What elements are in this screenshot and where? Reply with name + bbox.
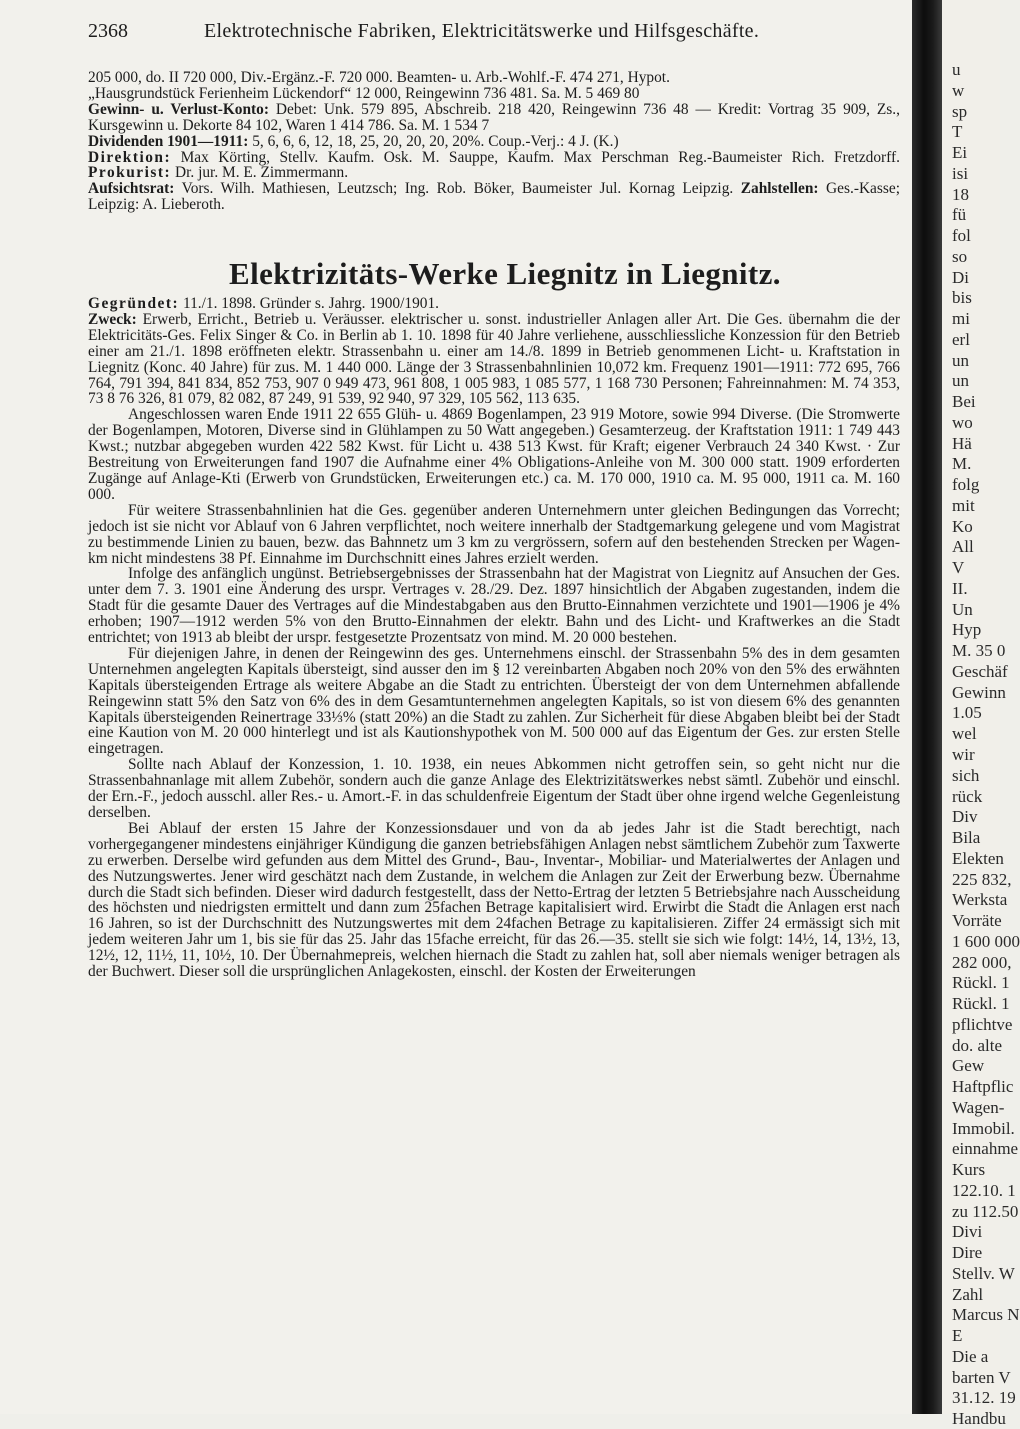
profit-loss-label: Gewinn- u. Verlust-Konto:	[88, 100, 269, 118]
facing-page-fragment: un	[952, 371, 969, 391]
facing-page-fragment: Werksta	[952, 890, 1008, 910]
facing-page-fragment: Zahl	[952, 1284, 984, 1304]
facing-page-fragment: wo	[952, 412, 973, 432]
founded	[88, 296, 900, 312]
purpose	[88, 312, 900, 407]
facing-page-fragment: 122.10. 1	[952, 1180, 1016, 1200]
facing-page-fragment: M. 35 0	[952, 641, 1006, 661]
facing-page-fragment: un	[952, 350, 969, 370]
paragraph-profit-share: Für diejenigen Jahre, in denen der Reingewinn des ges. Unternehmens einschl. der Strassenbahn 5% des in dem gesamten Unternehmen angelegten Kapitals übersteigt, sind ausser den im § 12 vereinbarten Abgaben noch 20% von den 5% des erwähnten Kapitals übersteigenden Ertrage als weitere Abgabe an die Stadt zu entrichten. Übersteigt der von dem Unternehmen abfallende Reingewinn statt 5% den Satz von 6% des in dem Gesamtunternehmen angelegten Kapitals, so ist von diesem 6% des genannten Kapitals übersteigenden Reinertrage 33⅓% (statt 20%) an die Stadt zu zahlen. Zur Sicherheit für diese Abgaben bleibt bei der Stadt eine Kaution von M. 20 000 hinterlegt und ist als Kautionshypothek von M. 500 000 auf das Eigentum der Ges. zur ersten Stelle eingetragen.	[88, 644, 900, 758]
paying-agents-label: Zahlstellen:	[740, 180, 819, 198]
facing-page-fragment: II.	[952, 578, 968, 598]
procurist-label: Prokurist:	[88, 164, 172, 182]
facing-page-fragment: Gew	[952, 1056, 985, 1076]
entry-title: Elektrizitäts-Werke Liegnitz in Liegnitz.	[229, 256, 781, 291]
facing-page-fragment: Vorräte	[952, 911, 1002, 931]
paying-agents-text: Ges.-Kasse; Leipzig: A. Lieberoth.	[88, 180, 900, 214]
facing-page-fragment: Haftpflic	[952, 1077, 1014, 1097]
facing-page-fragment: 1 600 000	[952, 931, 1020, 951]
facing-page-fragment: mit	[952, 495, 975, 515]
paragraph-concession-end: Sollte nach Ablauf der Konzession, 1. 10. 1938, ein neues Abkommen nicht getroffen sein, so geht nicht nur die Strassenbahnanlage mit allem Zubehör, sondern auch die ganze Anlage des Elektrizitätswerkes nebst sämtl. Zubehör und einschl. der Ern.-F., jedoch ausschl. aller Res.- u. Amort.-F. in das schuldenfreie Eigentum der Stadt über ohne irgend welche Gegenleistung derselben.	[88, 756, 900, 821]
previous-entry-tail	[88, 70, 900, 213]
facing-page-fragment: Rückl. 1	[952, 973, 1010, 993]
facing-page-fragment: wel	[952, 724, 977, 744]
facing-page-fragment: Kurs	[952, 1160, 986, 1180]
founded-label: Gegründet:	[88, 295, 180, 312]
facing-page-fragment: pflichtve	[952, 1014, 1013, 1034]
procurist-text: Dr. jur. M. E. Zimmermann.	[174, 164, 349, 182]
facing-page-fragment: Hyp	[952, 620, 982, 640]
facing-page-fragment: 18	[952, 184, 969, 204]
entry-body	[88, 296, 900, 980]
page-number: 2368	[88, 20, 128, 42]
profit-loss-account	[88, 102, 900, 134]
facing-page-fragment: barten V	[952, 1367, 1011, 1387]
facing-page-fragment: Stellv. W	[952, 1263, 1015, 1283]
facing-page-fragment: Div	[952, 807, 978, 827]
facing-page-fragment: 1.05	[952, 703, 982, 723]
paragraph-tram-lines: Für weitere Strassenbahnlinien hat die Ges. gegenüber anderen Unternehmern unter gleichen Bedingungen das Vorrecht; jedoch ist sie nicht vor Ablauf von 6 Jahren verpflichtet, noch weitere innerhalb der Stadtgemarkung gelegene und vom Magistrat zu bestimmende Linien zu bauen, bezw. das Bahnnetz um 3 km zu vergrössern, sofern auf den bestehenden Strecken per Wagen-km nicht mindestens 38 Pf. Einnahme im Durchschnitt eines Jahres erzielt werden.	[88, 501, 900, 567]
facing-page-fragment: fü	[952, 205, 967, 225]
supervisory-board-label: Aufsichtsrat:	[88, 180, 175, 198]
paragraph-levies: Infolge des anfänglich ungünst. Betriebsergebnisses der Strassenbahn hat der Magistrat von Liegnitz auf Ansuchen der Ges. unter dem 7. 3. 1901 eine Änderung des urspr. Vertrages v. 28./29. Dez. 1897 hinsichtlich der Abgaben zugestanden, indem die Stadt für die gesamte Dauer des Vertrages auf die Mindestabgaben aus den Brutto-Einnahmen verzichtete und 1901—1906 je 4% erhoben; 1907—1912 werden 5% von den Brutto-Einnahmen der elektr. Bahn und des Licht- und Kraftwerkes an die Stadt entrichtet; von 1913 ab bleibt der urspr. festgesetzte Prozentsatz von mind. M. 20 000 bestehen.	[88, 565, 900, 647]
facing-page-fragment: so	[952, 246, 968, 266]
balance-line-2: „Hausgrundstück Ferienheim Lückendorf“ 12 000, Reingewinn 736 481. Sa. M. 5 469 80	[88, 84, 640, 102]
facing-page-fragment: Divi	[952, 1222, 983, 1242]
facing-page-fragment: Wagen-	[952, 1097, 1005, 1117]
running-title: Elektrotechnische Fabriken, Elektricitätswerke und Hilfsgeschäfte.	[204, 20, 760, 42]
profit-loss-text: Debet: Unk. 579 895, Abschreib. 218 420, Reingewinn 736 48 — Kredit: Vortrag 35 909, Zs., Kursgewinn u. Dekorte 84 102, Waren 1 414 786. Sa. M. 1 534 7	[88, 100, 900, 134]
book-gutter	[912, 0, 942, 1414]
facing-page-fragment: do. alte	[952, 1035, 1003, 1055]
facing-page-fragment: wir	[952, 745, 975, 764]
facing-page-fragment: fol	[952, 226, 971, 246]
supervisory-board-text: Vors. Wilh. Mathiesen, Leutzsch; Ing. Rob. Böker, Baumeister Jul. Kornag Leipzig.	[181, 180, 734, 198]
facing-page-fragment: Geschäf	[952, 661, 1008, 681]
facing-page-fragment: u	[952, 60, 961, 79]
paragraph-acquisition: Bei Ablauf der ersten 15 Jahre der Konzessionsdauer und von da ab jedes Jahr ist die Stadt berechtigt, nach vorhergegangener mindestens einjähriger Kündigung die ganzen betriebsfähigen Anlagen nebst sämtlichem Zubehör zum Taxwerte zu erwerben. Derselbe wird gefunden aus dem Mittel des Grund-, Bau-, Inventar-, Mobiliar- und Materialwertes der Anlagen und des Nutzungswertes. Jener wird geschätzt nach dem Zustande, in welchem die Anlagen zur Zeit der Erwerbung bezw. Übernahme durch die Stadt sich befinden. Dieser wird dadurch festgestellt, dass der Netto-Ertrag der letzten 5 Betriebsjahre nach Ausscheidung des höchsten und niedrigsten ermittelt und dann zum 25fachen Betrage kapitalisiert wird. Erwirbt die Stadt die Anlagen erst nach 16 Jahren, so ist der Durchschnitt des Nutzungswertes mit dem 24fachen Betrage zu kapitalisieren. Ziffer 24 ermässigt sich mit jedem weiteren Jahr um 1, bis sie für das 25. Jahr das 15fache erreicht, für das 26.—35. stellt sie sich wie folgt: 14½, 14, 13½, 13, 12½, 12, 11½, 11, 10½, 10. Der Übernahmepreis, welchen hiernach die Stadt zu zahlen hat, soll aber niemals weniger betragen als der Buchwert. Dieser soll die ursprünglichen Anlagekosten, einschl. der Kosten der Erweiterungen	[88, 819, 900, 981]
balance-line-1: 205 000, do. II 720 000, Div.-Ergänz.-F. 720 000. Beamten- u. Arb.-Wohlf.-F. 474 271, Hypot.	[88, 69, 670, 86]
facing-page-fragment: isi	[952, 163, 969, 183]
facing-page-fragment: T	[952, 122, 963, 142]
purpose-label: Zweck:	[88, 310, 137, 328]
facing-page-fragment: Rückl. 1	[952, 994, 1010, 1014]
facing-page-fragment: Gewinn	[952, 682, 1006, 702]
facing-page-fragment: zu 112.50	[952, 1201, 1019, 1221]
founded-text: 11./1. 1898. Gründer s. Jahrg. 1900/1901.	[182, 295, 440, 312]
facing-page-fragment: w	[952, 80, 965, 100]
facing-page-fragment: M.	[952, 454, 972, 474]
facing-page-fragment: Ko	[952, 516, 973, 536]
dividends	[88, 134, 900, 150]
facing-page-fragment: Immobil.	[952, 1118, 1015, 1138]
facing-page-fragment: mi	[952, 309, 970, 329]
directors	[88, 150, 900, 182]
facing-page-fragment: Bei	[952, 392, 976, 412]
dividends-label: Dividenden 1901—1911:	[88, 132, 249, 150]
directors-label: Direktion:	[88, 148, 172, 166]
facing-page-fragment: Handbu	[952, 1409, 1006, 1429]
facing-page-fragment: Ei	[952, 143, 968, 163]
facing-page-fragment: erl	[952, 329, 970, 349]
facing-page-fragment: 282 000,	[952, 952, 1012, 972]
paragraph-connections: Angeschlossen waren Ende 1911 22 655 Glüh- u. 4869 Bogenlampen, 23 919 Motore, sowie 994 Diverse. (Die Stromwerte der Bogenlampen, Motoren, Diverse sind in Glühlampen zu 50 Watt angegeben.) Gesamterzeug. der Kraftstation 1911: 1 749 443 Kwst.; nutzbar abgegeben wurden 422 582 Kwst. für Licht u. 438 513 Kwst. für Kraft; eigener Verbrauch 24 340 Kwst. · Zur Bestreitung von Erweiterungen fand 1907 die Aufnahme einer 4% Obligations-Anleihe von M. 300 000 statt. 1909 erforderten Zugänge auf Anlage-Kti (Erwerb von Grundstücken, Erweiterungen etc.) ca. M. 170 000, 1910 ca. M. 95 000, 1911 ca. M. 160 000.	[88, 406, 900, 503]
page-header	[88, 20, 908, 44]
facing-page-fragment: All	[952, 537, 974, 557]
facing-page-edge	[942, 0, 1020, 1429]
facing-page-fragment: sich	[952, 765, 980, 785]
dividends-text: 5, 6, 6, 6, 12, 18, 25, 20, 20, 20, 20%. Coup.-Verj.: 4 J. (K.)	[252, 132, 619, 150]
directors-text: Max Körting, Stellv. Kaufm. Osk. M. Sauppe, Kaufm. Max Perschman Reg.-Baumeister Rich. Fretzdorff.	[180, 148, 900, 166]
facing-page-fragment: Bila	[952, 828, 981, 848]
facing-page-fragment: Un	[952, 599, 973, 619]
facing-page-fragment: bis	[952, 288, 972, 308]
facing-page-fragment: folg	[952, 475, 980, 495]
facing-page-fragment: Marcus N	[952, 1305, 1020, 1325]
facing-page-fragment: einnahme	[952, 1139, 1019, 1159]
facing-page-fragment: E	[952, 1326, 963, 1346]
facing-page-fragment: Die a	[952, 1346, 989, 1366]
facing-page-fragment: 31.12. 19	[952, 1388, 1016, 1408]
facing-page-fragment: rück	[952, 786, 983, 806]
facing-page-fragment: sp	[952, 101, 968, 121]
purpose-text: Erwerb, Erricht., Betrieb u. Veräusser. elektrischer u. sonst. industrieller Anlagen aller Art. Die Ges. übernahm die der Elektricitäts-Ges. Felix Singer & Co. in Berlin ab 1. 10. 1898 für 40 Jahre verliehene, ausschliessliche Konzession für den Betrieb einer am 21./1. 1898 eröffneten elektr. Strassenbahn u. einer am 14./8. 1899 in Betrieb genommenen Licht- u. Kraftstation in Liegnitz (Konc. 40 Jahre) für zus. M. 1 440 000. Länge der 3 Strassenbahnlinien 10,072 km. Frequenz 1901—1911: 772 695, 766 764, 791 394, 841 834, 852 753, 907 0 949 473, 961 808, 1 005 983, 1 085 577, 1 168 730 Personen; Fahreinnahmen: M. 74 353, 73 8 76 326, 81 079, 82 082, 87 249, 91 539, 92 940, 97 329, 105 562, 113 635.	[88, 310, 900, 408]
facing-page-fragment: Dire	[952, 1243, 983, 1263]
facing-page-fragment: Di	[952, 267, 969, 287]
facing-page-fragment: V	[952, 558, 965, 578]
facing-page-fragment: Elekten	[952, 848, 1004, 868]
facing-page-fragment: Hä	[952, 433, 972, 453]
supervisory-board	[88, 181, 900, 213]
facing-page-fragment: 225 832,	[952, 869, 1012, 889]
